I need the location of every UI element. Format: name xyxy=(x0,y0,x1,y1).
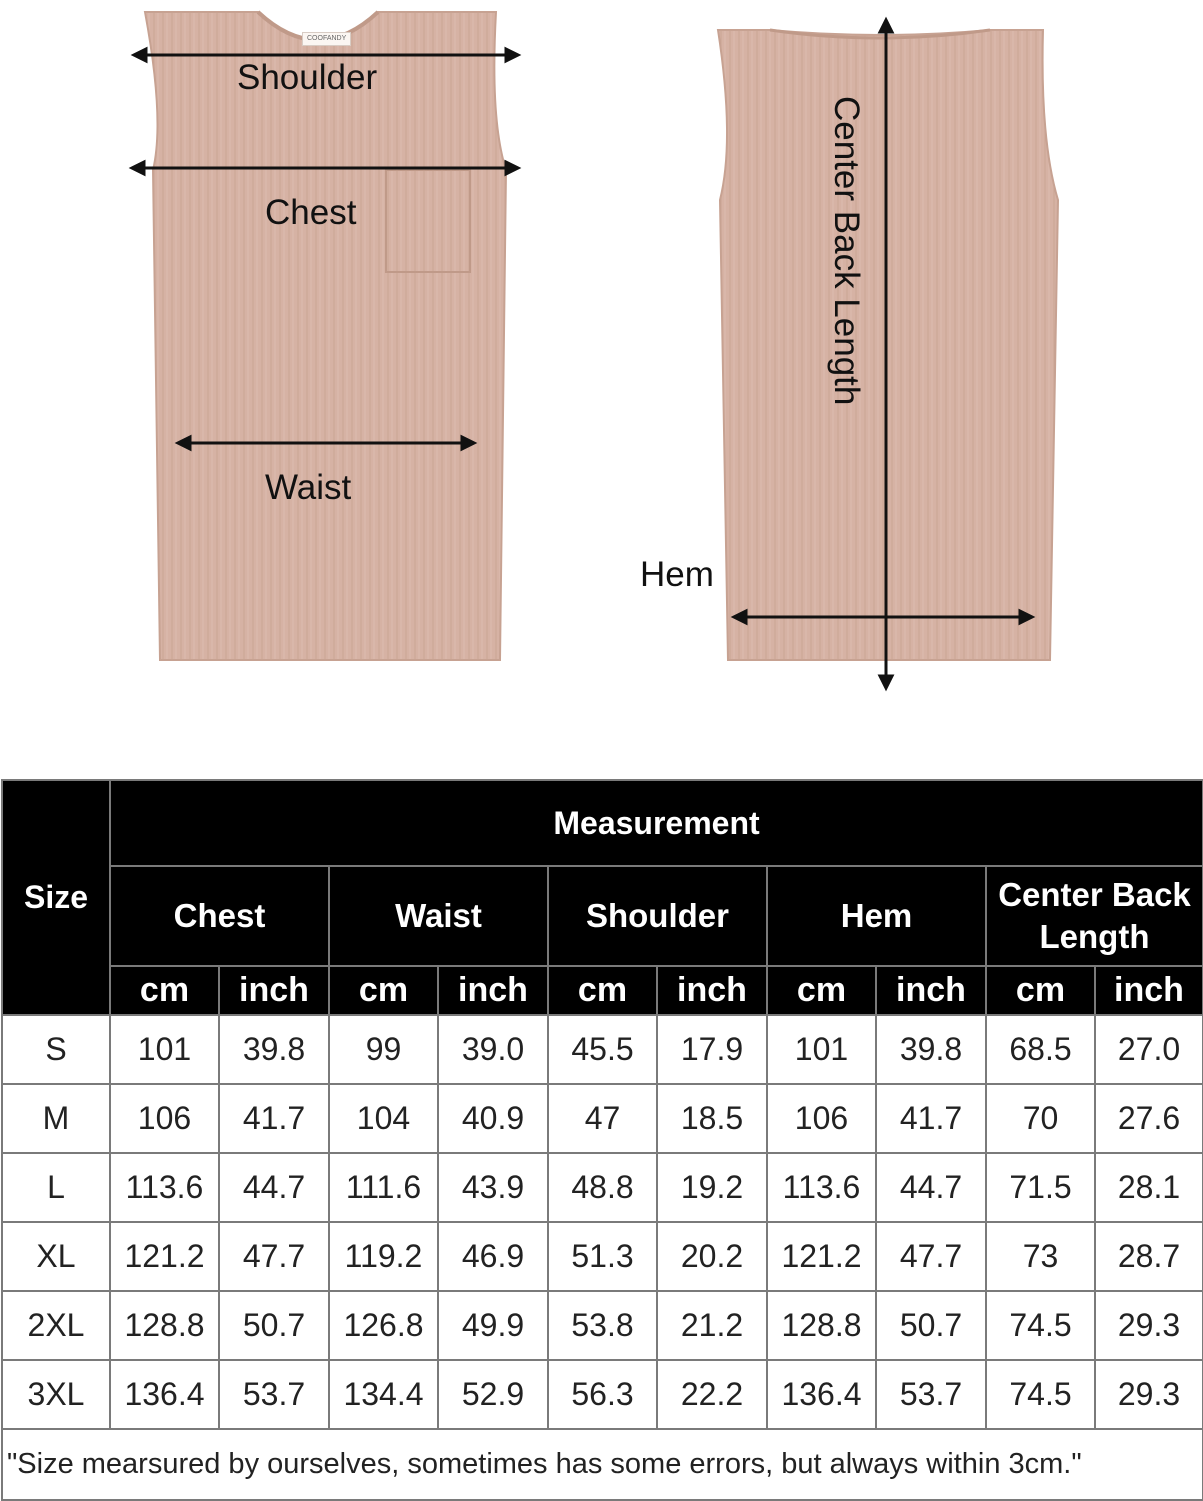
measurement-cell: 49.9 xyxy=(438,1291,548,1360)
measurement-header: Measurement xyxy=(110,780,1203,866)
size-cell: L xyxy=(2,1153,110,1222)
measurement-cell: 101 xyxy=(767,1015,876,1084)
unit-header: cm xyxy=(548,966,657,1015)
table-row xyxy=(2,1084,1203,1153)
measurement-cell: 126.8 xyxy=(329,1291,438,1360)
measurement-cell: 39.8 xyxy=(219,1015,329,1084)
measurement-cell: 50.7 xyxy=(219,1291,329,1360)
measurement-note: "Size mearsured by ourselves, sometimes has some errors, but always within 3cm." xyxy=(2,1429,1203,1500)
back-tank-top xyxy=(718,30,1058,660)
measurement-cell: 73 xyxy=(986,1222,1095,1291)
table-row xyxy=(2,1291,1203,1360)
size-column-header: Size xyxy=(2,780,110,1015)
measurement-cell: 128.8 xyxy=(110,1291,219,1360)
measurement-cell: 28.7 xyxy=(1095,1222,1203,1291)
unit-header: cm xyxy=(329,966,438,1015)
measurement-cell: 136.4 xyxy=(767,1360,876,1429)
measurement-cell: 28.1 xyxy=(1095,1153,1203,1222)
unit-header: inch xyxy=(438,966,548,1015)
front-tank-top xyxy=(145,12,506,660)
table-row xyxy=(2,1015,1203,1084)
measurement-cell: 101 xyxy=(110,1015,219,1084)
measurement-cell: 104 xyxy=(329,1084,438,1153)
group-header: Shoulder xyxy=(548,866,767,966)
measurement-cell: 119.2 xyxy=(329,1222,438,1291)
measurement-cell: 48.8 xyxy=(548,1153,657,1222)
measurement-cell: 128.8 xyxy=(767,1291,876,1360)
size-cell: 3XL xyxy=(2,1360,110,1429)
table-row xyxy=(2,1222,1203,1291)
measurement-cell: 17.9 xyxy=(657,1015,767,1084)
measurement-cell: 134.4 xyxy=(329,1360,438,1429)
hem-label: Hem xyxy=(640,555,714,594)
measurement-cell: 74.5 xyxy=(986,1360,1095,1429)
measurement-cell: 44.7 xyxy=(876,1153,986,1222)
unit-header: cm xyxy=(767,966,876,1015)
measurement-cell: 136.4 xyxy=(110,1360,219,1429)
unit-header: cm xyxy=(986,966,1095,1015)
shoulder-label: Shoulder xyxy=(237,58,378,97)
waist-label: Waist xyxy=(265,468,352,507)
measurement-cell: 41.7 xyxy=(876,1084,986,1153)
group-header: Chest xyxy=(110,866,329,966)
measurement-cell: 113.6 xyxy=(767,1153,876,1222)
measurement-cell: 19.2 xyxy=(657,1153,767,1222)
table-row xyxy=(2,1153,1203,1222)
measurement-cell: 46.9 xyxy=(438,1222,548,1291)
measurement-cell: 44.7 xyxy=(219,1153,329,1222)
measurement-cell: 18.5 xyxy=(657,1084,767,1153)
brand-label-tag: COOFANDY xyxy=(302,32,351,46)
size-chart-table xyxy=(1,779,1203,1501)
unit-header: inch xyxy=(1095,966,1203,1015)
measurement-cell: 29.3 xyxy=(1095,1360,1203,1429)
measurement-cell: 29.3 xyxy=(1095,1291,1203,1360)
group-header: Center Back Length xyxy=(986,866,1203,966)
center-back-length-label: Center Back Length xyxy=(827,96,866,406)
chest-label: Chest xyxy=(265,193,357,232)
unit-header: inch xyxy=(219,966,329,1015)
measurement-cell: 39.8 xyxy=(876,1015,986,1084)
size-cell: S xyxy=(2,1015,110,1084)
measurement-cell: 51.3 xyxy=(548,1222,657,1291)
measurement-cell: 20.2 xyxy=(657,1222,767,1291)
measurement-cell: 113.6 xyxy=(110,1153,219,1222)
measurement-cell: 21.2 xyxy=(657,1291,767,1360)
group-header: Waist xyxy=(329,866,548,966)
group-header: Hem xyxy=(767,866,986,966)
measurement-cell: 99 xyxy=(329,1015,438,1084)
size-cell: XL xyxy=(2,1222,110,1291)
measurement-cell: 45.5 xyxy=(548,1015,657,1084)
unit-header: inch xyxy=(876,966,986,1015)
unit-header: cm xyxy=(110,966,219,1015)
measurement-cell: 40.9 xyxy=(438,1084,548,1153)
unit-header: inch xyxy=(657,966,767,1015)
measurement-cell: 74.5 xyxy=(986,1291,1095,1360)
measurement-cell: 71.5 xyxy=(986,1153,1095,1222)
measurement-cell: 53.7 xyxy=(876,1360,986,1429)
measurement-cell: 22.2 xyxy=(657,1360,767,1429)
size-table-header xyxy=(2,780,1203,1015)
measurement-cell: 47.7 xyxy=(219,1222,329,1291)
measurement-cell: 70 xyxy=(986,1084,1095,1153)
measurement-cell: 43.9 xyxy=(438,1153,548,1222)
measurement-cell: 53.7 xyxy=(219,1360,329,1429)
measurement-cell: 106 xyxy=(110,1084,219,1153)
measurement-cell: 50.7 xyxy=(876,1291,986,1360)
measurement-cell: 121.2 xyxy=(767,1222,876,1291)
measurement-cell: 47.7 xyxy=(876,1222,986,1291)
measurement-cell: 27.0 xyxy=(1095,1015,1203,1084)
measurement-cell: 47 xyxy=(548,1084,657,1153)
measurement-cell: 106 xyxy=(767,1084,876,1153)
size-table-body xyxy=(2,1015,1203,1429)
measurement-cell: 121.2 xyxy=(110,1222,219,1291)
measurement-cell: 111.6 xyxy=(329,1153,438,1222)
measurement-cell: 68.5 xyxy=(986,1015,1095,1084)
measurement-cell: 41.7 xyxy=(219,1084,329,1153)
garment-drawing xyxy=(0,0,1203,720)
measurement-cell: 27.6 xyxy=(1095,1084,1203,1153)
measurement-cell: 39.0 xyxy=(438,1015,548,1084)
measurement-cell: 53.8 xyxy=(548,1291,657,1360)
measurement-cell: 56.3 xyxy=(548,1360,657,1429)
measurement-cell: 52.9 xyxy=(438,1360,548,1429)
garment-illustration xyxy=(0,0,1203,720)
size-cell: 2XL xyxy=(2,1291,110,1360)
table-row xyxy=(2,1360,1203,1429)
size-cell: M xyxy=(2,1084,110,1153)
